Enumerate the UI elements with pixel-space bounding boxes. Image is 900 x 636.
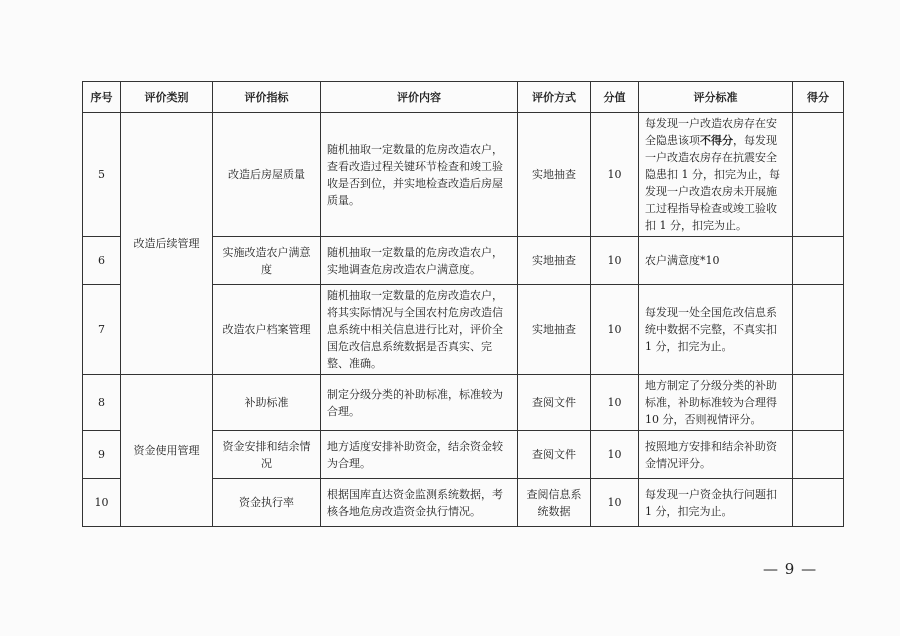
row-no: 6: [83, 237, 121, 285]
indicator-cell: 资金执行率: [213, 479, 321, 527]
content-cell: 根据国库直达资金监测系统数据，考核各地危房改造资金执行情况。: [321, 479, 518, 527]
criteria-text: ，每发现一户改造农房存在抗震安全隐患扣 1 分，扣完为止，每发现一户改造农房未开展施工过程指导检查或竣工验收扣 1 分，扣完为止。: [645, 134, 780, 232]
header-criteria: 评分标准: [639, 82, 793, 113]
row-no: 5: [83, 113, 121, 237]
method-cell: 查阅文件: [518, 375, 591, 431]
got-cell: [793, 479, 844, 527]
criteria-cell: 每发现一户资金执行问题扣 1 分，扣完为止。: [639, 479, 793, 527]
header-method: 评价方式: [518, 82, 591, 113]
header-got: 得分: [793, 82, 844, 113]
got-cell: [793, 285, 844, 375]
header-no: 序号: [83, 82, 121, 113]
table-row: [83, 375, 844, 431]
method-cell: 查阅信息系统数据: [518, 479, 591, 527]
indicator-cell: 改造后房屋质量: [213, 113, 321, 237]
criteria-cell: 按照地方安排和结余补助资金情况评分。: [639, 431, 793, 479]
category-cell: 改造后续管理: [121, 113, 213, 375]
row-no: 9: [83, 431, 121, 479]
criteria-emphasis: 不得分: [700, 134, 733, 147]
content-cell: 随机抽取一定数量的危房改造农户，查看改造过程关键环节检查和竣工验收是否到位，并实地检查改造后房屋质量。: [321, 113, 518, 237]
header-score: 分值: [591, 82, 639, 113]
header-row: [83, 82, 844, 113]
score-cell: 10: [591, 375, 639, 431]
method-cell: 实地抽查: [518, 237, 591, 285]
criteria-cell: 农户满意度*10: [639, 237, 793, 285]
got-cell: [793, 237, 844, 285]
row-no: 8: [83, 375, 121, 431]
header-indicator: 评价指标: [213, 82, 321, 113]
got-cell: [793, 431, 844, 479]
score-cell: 10: [591, 285, 639, 375]
score-cell: 10: [591, 113, 639, 237]
indicator-cell: 资金安排和结余情况: [213, 431, 321, 479]
content-cell: 制定分级分类的补助标准，标准较为合理。: [321, 375, 518, 431]
got-cell: [793, 113, 844, 237]
content-cell: 地方适度安排补助资金，结余资金较为合理。: [321, 431, 518, 479]
header-category: 评价类别: [121, 82, 213, 113]
got-cell: [793, 375, 844, 431]
criteria-cell: 地方制定了分级分类的补助标准，补助标准较为合理得 10 分，否则视情评分。: [639, 375, 793, 431]
criteria-cell: 每发现一处全国危改信息系统中数据不完整，不真实扣 1 分，扣完为止。: [639, 285, 793, 375]
row-no: 7: [83, 285, 121, 375]
row-no: 10: [83, 479, 121, 527]
criteria-cell: [639, 113, 793, 237]
indicator-cell: 实施改造农户满意度: [213, 237, 321, 285]
indicator-cell: 补助标准: [213, 375, 321, 431]
method-cell: 实地抽查: [518, 113, 591, 237]
content-cell: 随机抽取一定数量的危房改造农户，实地调查危房改造农户满意度。: [321, 237, 518, 285]
indicator-cell: 改造农户档案管理: [213, 285, 321, 375]
content-cell: 随机抽取一定数量的危房改造农户，将其实际情况与全国农村危房改造信息系统中相关信息进行比对，评价全国危改信息系统数据是否真实、完整、准确。: [321, 285, 518, 375]
method-cell: 查阅文件: [518, 431, 591, 479]
header-content: 评价内容: [321, 82, 518, 113]
method-cell: 实地抽查: [518, 285, 591, 375]
category-cell: 资金使用管理: [121, 375, 213, 527]
table-row: [83, 113, 844, 237]
score-cell: 10: [591, 479, 639, 527]
page-number: — 9 —: [763, 560, 818, 578]
evaluation-table: [82, 81, 844, 527]
score-cell: 10: [591, 237, 639, 285]
criteria-text: 每发现一户改造农房存在安全隐患该项: [645, 117, 777, 147]
score-cell: 10: [591, 431, 639, 479]
